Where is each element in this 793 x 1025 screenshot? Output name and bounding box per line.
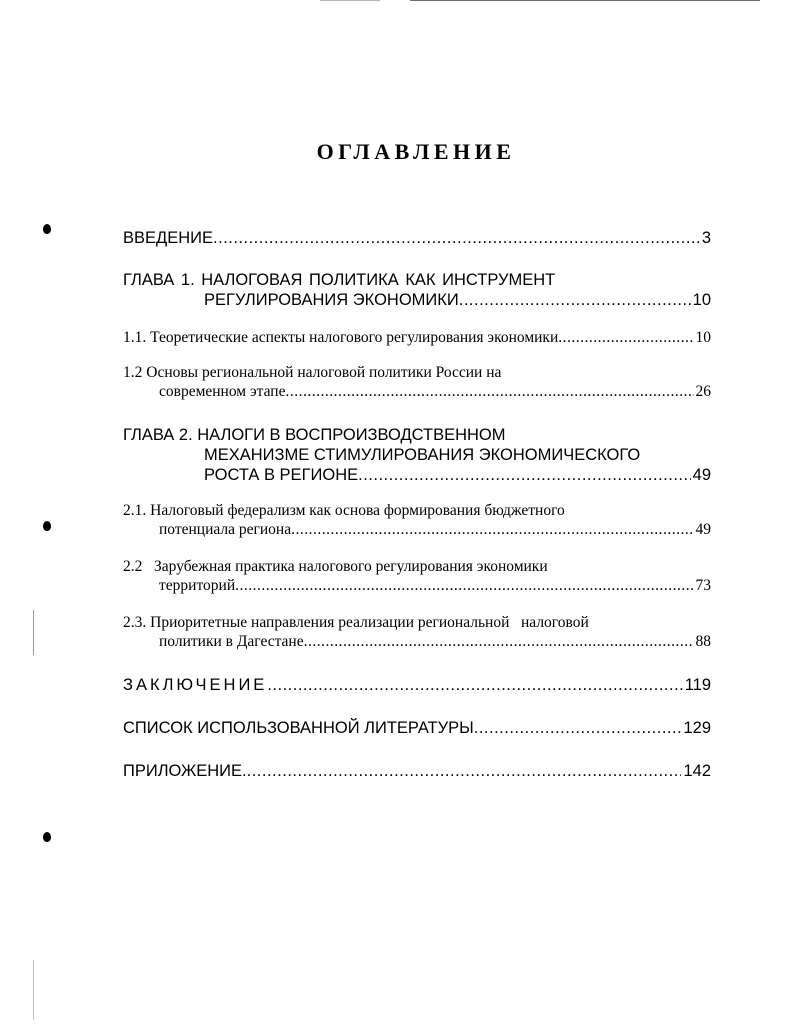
toc-page-number: 26 <box>695 383 711 400</box>
toc-entry-label-continued: политики в Дагестане <box>159 633 304 650</box>
toc-entry-label: 1.1. Теоретические аспекты налогового регулирования экономики <box>123 329 559 346</box>
toc-page-number: 10 <box>695 329 711 346</box>
leader-dots <box>474 719 682 738</box>
toc-entry-label: 2.2 Зарубежная практика налогового регулирования экономики <box>123 558 548 575</box>
toc-entry-label: 2.1. Налоговый федерализм как основа формирования бюджетного <box>123 502 565 519</box>
toc-entry-label: ГЛАВА 2. НАЛОГИ В ВОСПРОИЗВОДСТВЕННОМ <box>123 426 506 444</box>
leader-dots <box>358 466 691 485</box>
toc-page-number: 10 <box>692 291 711 309</box>
scan-artifact-line <box>320 0 380 1</box>
toc-page-number: 49 <box>695 521 711 538</box>
toc-page-number: 88 <box>695 633 711 650</box>
page-title: ОГЛАВЛЕНИЕ <box>316 139 516 164</box>
toc-entry-label: СПИСОК ИСПОЛЬЗОВАННОЙ ЛИТЕРАТУРЫ <box>123 719 474 737</box>
toc-page-number: 49 <box>692 466 711 484</box>
toc-page-number: 119 <box>684 676 711 694</box>
toc-entry-label: 1.2 Основы региональной налоговой политики России на <box>123 364 502 381</box>
toc-entry-section-2-1[interactable] <box>123 502 711 539</box>
toc-entry-label: ВВЕДЕНИЕ <box>123 229 213 247</box>
binding-hole-mark <box>43 521 51 531</box>
toc-entry-references[interactable] <box>123 719 711 738</box>
toc-page-number: 3 <box>701 229 711 247</box>
leader-dots <box>558 329 693 347</box>
binding-hole-mark <box>43 224 51 234</box>
leader-dots <box>267 676 682 695</box>
leader-dots <box>247 762 682 781</box>
toc-entry-appendix[interactable] <box>123 762 711 781</box>
toc-entry-label: ЗАКЛЮЧЕНИЕ <box>123 676 268 694</box>
toc-entry-conclusion[interactable] <box>123 676 711 695</box>
toc-entry-label-continued: РЕГУЛИРОВАНИЯ ЭКОНОМИКИ <box>204 291 459 309</box>
toc-entry-label-continued: РОСТА В РЕГИОНЕ <box>204 466 359 484</box>
toc-entry-label-continued: современном этапе <box>159 383 286 400</box>
leader-dots <box>213 229 700 248</box>
toc-entry-section-1-2[interactable] <box>123 364 711 401</box>
toc-page-number: 129 <box>683 719 711 737</box>
toc-entry-label: ПРИЛОЖЕНИЕ. <box>123 762 247 780</box>
toc-entry-label: 2.3. Приоритетные направления реализации региональной налоговой <box>123 614 589 631</box>
toc-entry-section-2-3[interactable] <box>123 614 711 651</box>
binding-hole-mark <box>43 832 51 842</box>
toc-entry-label-continued: МЕХАНИЗМЕ СТИМУЛИРОВАНИЯ ЭКОНОМИЧЕСКОГО <box>204 446 641 464</box>
toc-entry-introduction[interactable] <box>123 229 711 248</box>
scan-artifact-line <box>410 0 760 1</box>
leader-dots <box>304 633 694 651</box>
toc-entry-chapter-2[interactable] <box>123 426 711 485</box>
scan-artifact-line <box>33 610 34 655</box>
toc-page-number: 73 <box>695 577 711 594</box>
leader-dots <box>459 291 691 310</box>
toc-entry-chapter-1[interactable] <box>123 271 711 310</box>
toc-entry-label-continued: территорий <box>159 577 236 594</box>
toc-entry-section-1-1[interactable] <box>123 329 711 347</box>
scan-artifact-line <box>33 960 34 1020</box>
toc-entry-section-2-2[interactable] <box>123 558 711 595</box>
toc-entry-label-continued: потенциала региона <box>159 521 292 538</box>
leader-dots <box>291 521 693 539</box>
leader-dots <box>235 577 693 595</box>
leader-dots <box>285 383 693 401</box>
toc-page-number: 142 <box>683 762 711 780</box>
toc-entry-label: ГЛАВА 1. НАЛОГОВАЯ ПОЛИТИКА КАК ИНСТРУМЕНТ <box>123 271 556 289</box>
